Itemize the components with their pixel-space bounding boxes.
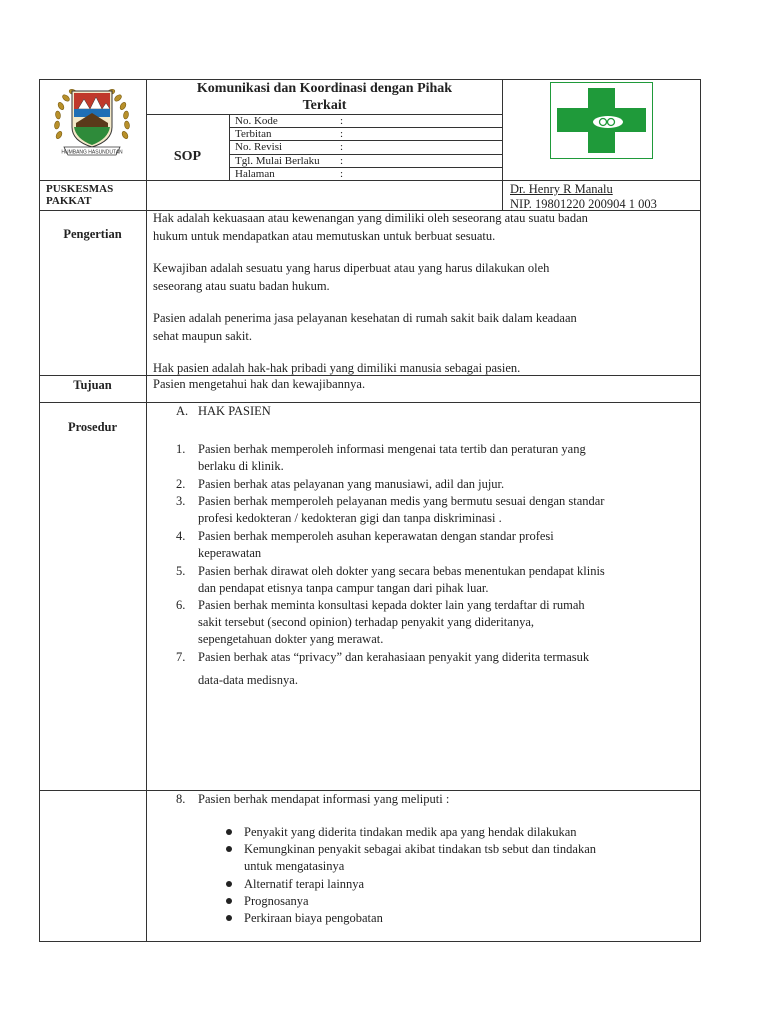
puskesmas-green-cross-icon <box>550 82 653 159</box>
list-item-line: Pasien berhak atas pelayanan yang manusiawi, adil dan jujur. <box>198 477 505 491</box>
field-terbitan-label: Terbitan <box>235 128 272 140</box>
list-item-number: 6. <box>176 598 186 612</box>
bullet-icon <box>226 881 232 887</box>
field-tgl-mulai-sep: : <box>340 155 344 167</box>
bullet-item: Penyakit yang diderita tindakan medik apa yang hendak dilakukan <box>244 825 577 839</box>
emblem-ribbon-text: HUMBANG HASUNDUTAN <box>61 149 123 156</box>
document-title-line1: Komunikasi dan Koordinasi dengan Pihak <box>196 81 453 96</box>
sop-label: SOP <box>173 149 202 164</box>
field-no-revisi-label: No. Revisi <box>235 141 283 153</box>
document-title-line2: Terkait <box>302 98 347 113</box>
list-item-line: sepengetahuan dokter yang merawat. <box>198 632 384 646</box>
section-label-pengertian: Pengertian <box>63 227 122 241</box>
bullet-icon <box>226 915 232 921</box>
pengertian-line: Pasien adalah penerima jasa pelayanan kesehatan di rumah sakit baik dalam keadaan <box>153 311 577 325</box>
pengertian-line: Hak pasien adalah hak-hak pribadi yang dimiliki manusia sebagai pasien. <box>153 361 521 375</box>
pengertian-line: seseorang atau suatu badan hukum. <box>153 279 330 293</box>
bullet-item: Perkiraan biaya pengobatan <box>244 911 383 925</box>
section-label-tujuan: Tujuan <box>73 378 112 392</box>
bullet-item: Kemungkinan penyakit sebagai akibat tindakan tsb sebut dan tindakan <box>244 842 596 856</box>
regency-coat-of-arms-icon <box>50 83 134 159</box>
pengertian-line: hukum untuk mendapatkan atau memutuskan untuk berbuat sesuatu. <box>153 229 496 243</box>
signer-name: Dr. Henry R Manalu <box>510 182 613 196</box>
list-item-line: profesi kedokteran / kedokteran gigi dan tanpa diskriminasi . <box>198 511 502 525</box>
list-item-number: 4. <box>176 529 186 543</box>
list-item-line: Pasien berhak memperoleh pelayanan medis yang bermutu sesuai dengan standar <box>198 494 605 508</box>
list-item-number: 1. <box>176 442 186 456</box>
list-item-number: 5. <box>176 564 186 578</box>
bullet-icon <box>226 829 232 835</box>
org-name-line2: PAKKAT <box>46 195 92 207</box>
list-item-line: keperawatan <box>198 546 262 560</box>
list-item-line: Pasien berhak memperoleh informasi mengenai tata tertib dan peraturan yang <box>198 442 586 456</box>
list-item-line: Pasien berhak atas “privacy” dan kerahasiaan penyakit yang diderita termasuk <box>198 650 590 664</box>
list-item-number: 2. <box>176 477 186 491</box>
list-item-line: sakit tersebut (second opinion) terhadap penyakit yang dideritanya, <box>198 615 535 629</box>
list-item-line: Pasien berhak mendapat informasi yang meliputi : <box>198 792 450 806</box>
org-name-line1: PUSKESMAS <box>46 183 114 195</box>
bullet-icon <box>226 898 232 904</box>
bullet-icon <box>226 846 232 852</box>
field-terbitan-sep: : <box>340 128 344 140</box>
field-tgl-mulai-label: Tgl. Mulai Berlaku <box>235 155 320 167</box>
tujuan-text: Pasien mengetahui hak dan kewajibannya. <box>153 377 366 391</box>
bullet-item: untuk mengatasinya <box>244 859 345 873</box>
bullet-item: Prognosanya <box>244 894 309 908</box>
bullet-item: Alternatif terapi lainnya <box>244 877 365 891</box>
list-item-line: Pasien berhak memperoleh asuhan keperawatan dengan standar profesi <box>198 529 554 543</box>
field-halaman-sep: : <box>340 168 344 180</box>
section-label-prosedur: Prosedur <box>67 420 118 434</box>
list-item-line: Pasien berhak dirawat oleh dokter yang secara bebas menentukan pendapat klinis <box>198 564 605 578</box>
list-item-line: dan pendapat etisnya tanpa campur tangan dari pihak luar. <box>198 581 489 595</box>
prosedur-heading-text: HAK PASIEN <box>198 404 271 418</box>
prosedur-heading-marker: A. <box>176 404 189 418</box>
signer-nip: NIP. 19801220 200904 1 003 <box>510 197 657 211</box>
list-item-line: data-data medisnya. <box>198 673 298 687</box>
field-no-kode-sep: : <box>340 115 344 127</box>
list-item-line: berlaku di klinik. <box>198 459 284 473</box>
list-item-number: 7. <box>176 650 186 664</box>
pengertian-line: sehat maupun sakit. <box>153 329 252 343</box>
field-halaman-label: Halaman <box>235 168 275 180</box>
list-item-number: 3. <box>176 494 186 508</box>
list-item-number: 8. <box>176 792 186 806</box>
field-no-revisi-sep: : <box>340 141 344 153</box>
list-item-line: Pasien berhak meminta konsultasi kepada dokter lain yang terdaftar di rumah <box>198 598 585 612</box>
pengertian-line: Hak adalah kekuasaan atau kewenangan yang dimiliki oleh seseorang atau suatu badan <box>153 211 588 225</box>
field-no-kode-label: No. Kode <box>235 115 278 127</box>
pengertian-line: Kewajiban adalah sesuatu yang harus diperbuat atau yang harus dilakukan oleh <box>153 261 550 275</box>
